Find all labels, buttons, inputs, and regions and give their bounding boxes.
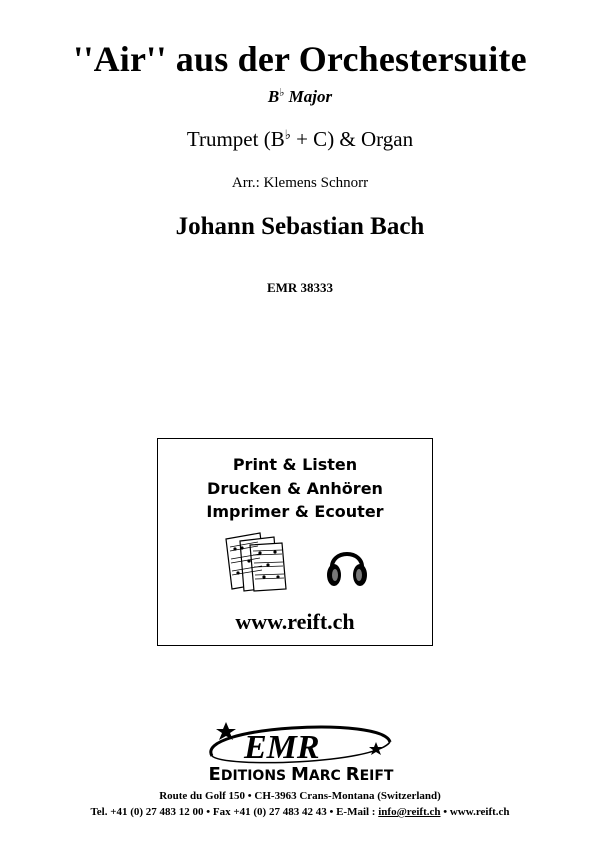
headphones-icon — [326, 539, 368, 593]
arranger: Arr.: Klemens Schnorr — [231, 175, 369, 191]
publisher-address: Route du Golf 150 • CH-3963 Crans-Montana (Switzerland) — [159, 790, 441, 802]
flat-sign: ♭ — [279, 87, 285, 99]
print-listen-box — [157, 438, 433, 646]
contact-phone-fax: Tel. +41 (0) 27 483 12 00 • Fax +41 (0) 27 483 42 43 • E-Mail : — [90, 806, 379, 818]
publisher-name: EDITIONS MARC REIFT — [208, 764, 394, 784]
publisher-contact — [0, 806, 600, 818]
logo-emr-text: EMR — [244, 729, 320, 766]
promo-line-drucken: Drucken & Anhören — [207, 479, 383, 498]
key-prefix: B — [267, 87, 280, 106]
instrumentation — [0, 127, 600, 152]
promo-line-imprimer: Imprimer & Ecouter — [206, 502, 384, 521]
contact-website: • www.reift.ch — [440, 806, 510, 818]
title: ''Air'' aus der Orchestersuite — [73, 39, 527, 79]
instrumentation-prefix: Trumpet (B — [186, 127, 285, 151]
instrumentation-suffix: + C) & Organ — [290, 127, 414, 151]
composer: Johann Sebastian Bach — [175, 213, 425, 240]
flat-sign: ♭ — [284, 127, 291, 142]
key-suffix: Major — [284, 87, 333, 106]
emr-logo — [154, 716, 448, 784]
catalog-code: EMR 38333 — [266, 280, 334, 295]
sheet-music-icon — [220, 531, 288, 593]
website-link[interactable]: www.reift.ch — [235, 609, 355, 634]
key-signature — [0, 86, 600, 107]
promo-line-print: Print & Listen — [232, 455, 358, 474]
email-link[interactable]: info@reift.ch — [378, 806, 441, 818]
